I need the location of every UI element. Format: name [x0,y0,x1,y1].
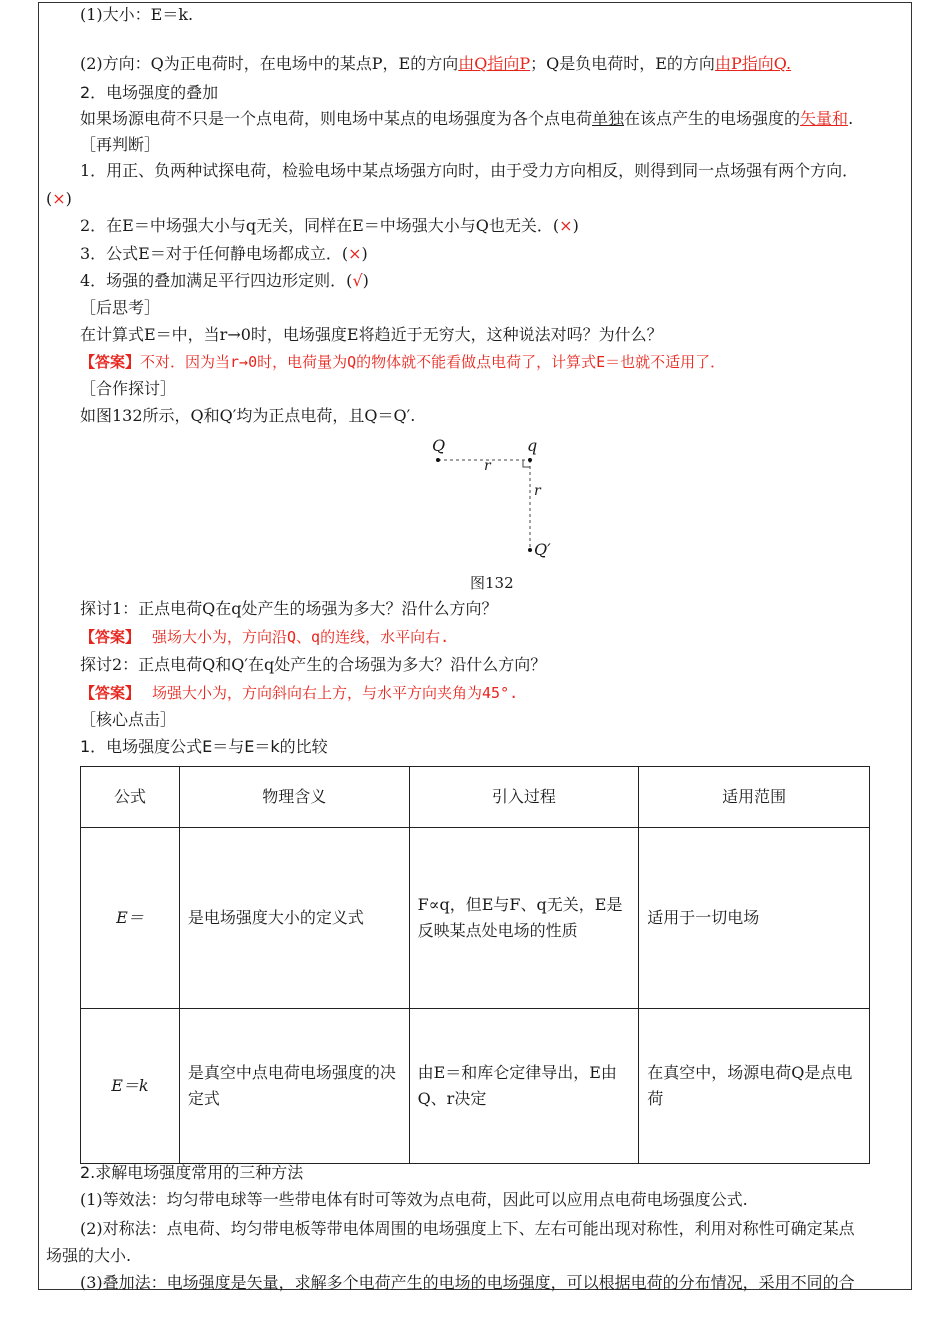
think-question: 在计算式E＝中，当r→0时，电场强度E将趋近于无穷大，这种说法对吗？为什么？ [80,325,663,344]
header-scope: 适用范围 [639,767,870,828]
explore-q1: 探讨1：正点电荷Q在q处产生的场强为多大？沿什么方向？ [80,599,498,618]
compare-heading: 1．电场强度公式E＝与E＝k的比较 [80,737,328,756]
methods-heading: 2.求解电场强度常用的三种方法 [80,1163,304,1182]
charge-Q-dot [436,458,440,462]
header-formula: 公式 [81,767,180,828]
label-r-vertical: r [534,483,541,499]
size-line: (1)大小：E＝k. [80,5,194,24]
label-r-horizontal: r [484,458,491,474]
superposition-heading: 2．电场强度的叠加 [80,83,219,102]
method-2-cont: 场强的大小. [46,1246,132,1265]
figure-caption: 图132 [470,574,514,592]
cell-formula: E＝ [81,828,180,1009]
comparison-table [80,766,870,1164]
charge-q-dot [528,458,532,462]
cell-scope: 适用于一切电场 [639,828,870,1009]
judge-item-4: 4．场强的叠加满足平行四边形定则．(√) [80,271,369,290]
judge-item-1: 1．用正、负两种试探电荷，检验电场中某点场强方向时，由于受力方向相反，则得到同一点场强有两个方向． [80,161,859,180]
table-row [81,1009,870,1164]
label-Q: Q [432,436,446,455]
label-q: q [527,436,538,455]
explore-intro: 如图132所示，Q和Q′均为正点电荷，且Q＝Q′. [80,406,416,425]
header-meaning: 物理含义 [179,767,409,828]
core-title: ［核心点击］ [80,710,177,729]
judge-item-1-mark: (×) [46,189,72,208]
explore-title: ［合作探讨］ [80,379,177,398]
direction-line: (2)方向：Q为正电荷时，在电场中的某点P，E的方向由Q指向P；Q是负电荷时，E的方向由P指向Q. [80,54,792,73]
method-3: (3)叠加法：电场强度是矢量，求解多个电荷产生的电场的电场强度，可以根据电荷的分布情况，采用不同的合 [80,1273,855,1292]
table-header-row [81,767,870,828]
charge-Q-prime-dot [528,548,532,552]
header-derivation: 引入过程 [409,767,639,828]
method-2: (2)对称法：点电荷、均匀带电板等带电体周围的电场强度上下、左右可能出现对称性，利用对称性可确定某点 [80,1219,855,1238]
think-title: ［后思考］ [80,298,161,317]
judge-title: ［再判断］ [80,135,161,154]
method-1: (1)等效法：均匀带电球等一些带电体有时可等效为点电荷，因此可以应用点电荷电场强度公式. [80,1190,748,1209]
cell-meaning: 是电场强度大小的定义式 [179,828,409,1009]
cell-derivation: 由E＝和库仑定律导出，E由Q、r决定 [409,1009,639,1164]
table-row [81,828,870,1009]
cell-derivation: F∝q，但E与F、q无关，E是反映某点处电场的性质 [409,828,639,1009]
cell-meaning: 是真空中点电荷电场强度的决定式 [179,1009,409,1164]
superposition-text: 如果场源电荷不只是一个点电荷，则电场中某点的电场强度为各个点电荷单独在该点产生的电场强度的矢量和. [80,109,854,128]
label-Q-prime: Q′ [534,540,551,559]
judge-item-2: 2．在E＝中场强大小与q无关，同样在E＝中场强大小与Q也无关．(×) [80,216,579,235]
explore-a1: 【答案】 强场大小为，方向沿Q、q的连线，水平向右. [80,628,450,646]
cell-scope: 在真空中，场源电荷Q是点电荷 [639,1009,870,1164]
cell-formula: E＝k [81,1009,180,1164]
judge-item-3: 3．公式E＝对于任何静电场都成立．(×) [80,244,368,263]
explore-q2: 探讨2：正点电荷Q和Q′在q处产生的合场强为多大？沿什么方向？ [80,655,547,674]
explore-a2: 【答案】 场强大小为，方向斜向右上方，与水平方向夹角为45°. [80,684,519,702]
think-answer: 【答案】不对．因为当r→0时，电荷量为Q的物体就不能看做点电荷了，计算式E＝也就不适用了． [80,353,726,371]
